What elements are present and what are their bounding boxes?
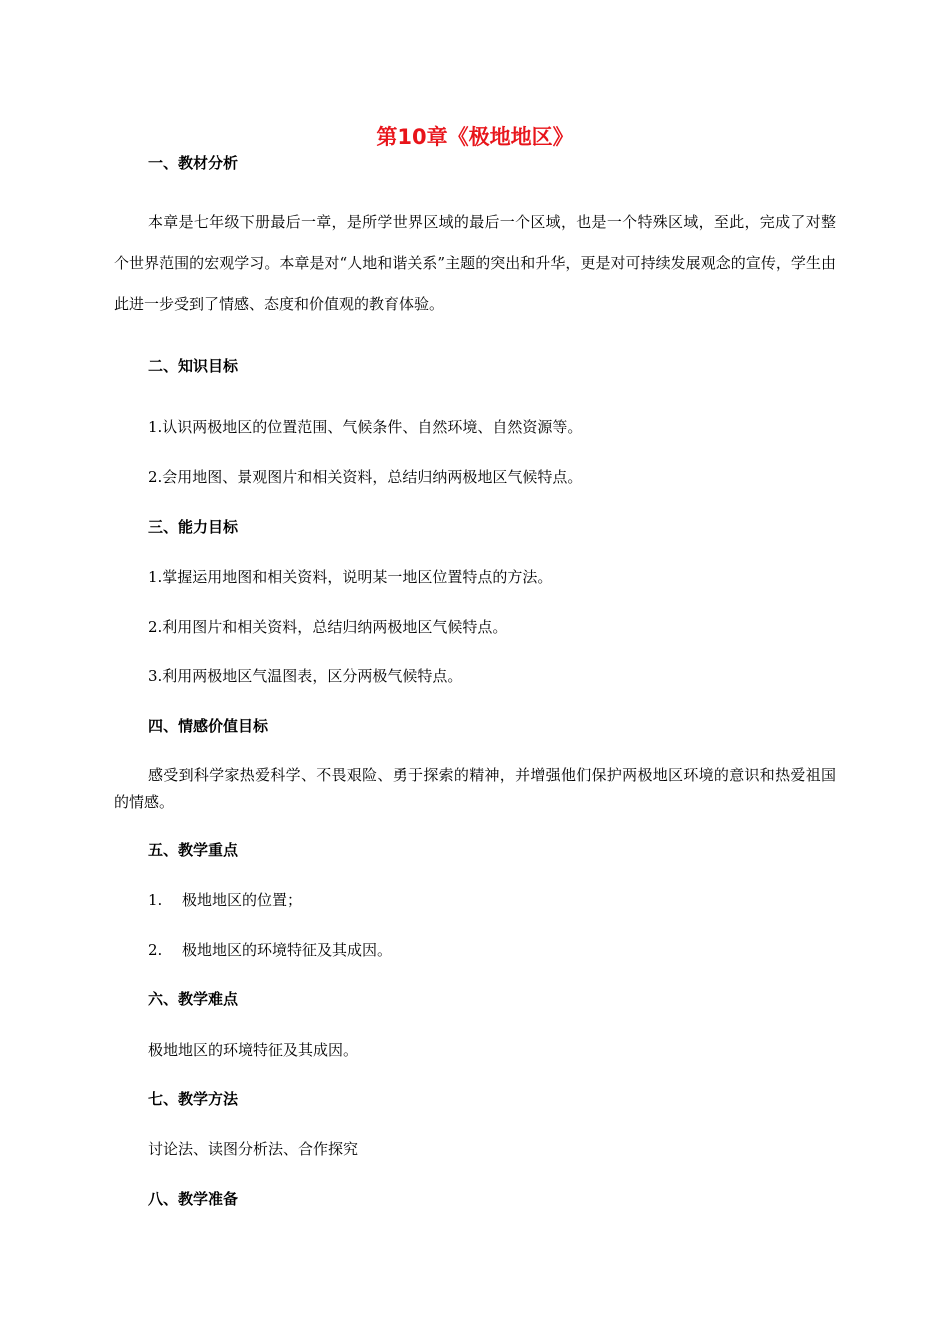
section-heading-teaching-preparation: 八、教学准备 — [148, 1190, 239, 1208]
knowledge-goal-item: 2.会用地图、景观图片和相关资料，总结归纳两极地区气候特点。 — [148, 468, 583, 486]
teaching-focus-item — [148, 939, 392, 961]
emotional-goals-paragraph: 感受到科学家热爱科学、不畏艰险、勇于探索的精神，并增强他们保护两极地区环境的意识和热爱祖国的情感。 — [114, 766, 836, 811]
list-text: 极地地区的环境特征及其成因。 — [182, 941, 393, 959]
list-number: 2. — [148, 941, 163, 959]
teaching-methods-text: 讨论法、读图分析法、合作探究 — [148, 1140, 359, 1158]
ability-goal-item: 1.掌握运用地图和相关资料，说明某一地区位置特点的方法。 — [148, 568, 553, 586]
ability-goal-item: 3.利用两极地区气温图表，区分两极气候特点。 — [148, 667, 463, 685]
section-heading-teaching-difficulty: 六、教学难点 — [148, 990, 239, 1008]
knowledge-goal-item: 1.认识两极地区的位置范围、气候条件、自然环境、自然资源等。 — [148, 418, 583, 436]
textbook-analysis-paragraph: 本章是七年级下册最后一章，是所学世界区域的最后一个区域，也是一个特殊区域，至此，完成了对整个世界范围的宏观学习。本章是对“人地和谐关系”主题的突出和升华，更是对可持续发展观念的宣传，学生由此进一步受到了情感、态度和价值观的教育体验。 — [114, 213, 836, 313]
list-number: 1. — [148, 891, 163, 909]
section-heading-textbook-analysis: 一、教材分析 — [148, 154, 239, 172]
document-title: 第10章《极地地区》 — [376, 125, 574, 149]
section-heading-knowledge-goals: 二、知识目标 — [148, 357, 239, 375]
teaching-difficulty-text: 极地地区的环境特征及其成因。 — [148, 1041, 359, 1059]
section-heading-teaching-focus: 五、教学重点 — [148, 841, 239, 859]
section-heading-emotional-goals: 四、情感价值目标 — [148, 717, 269, 735]
section-heading-ability-goals: 三、能力目标 — [148, 518, 239, 536]
teaching-focus-item — [148, 889, 302, 911]
ability-goal-item: 2.利用图片和相关资料，总结归纳两极地区气候特点。 — [148, 618, 508, 636]
section-heading-teaching-methods: 七、教学方法 — [148, 1090, 239, 1108]
list-text: 极地地区的位置； — [182, 891, 303, 909]
